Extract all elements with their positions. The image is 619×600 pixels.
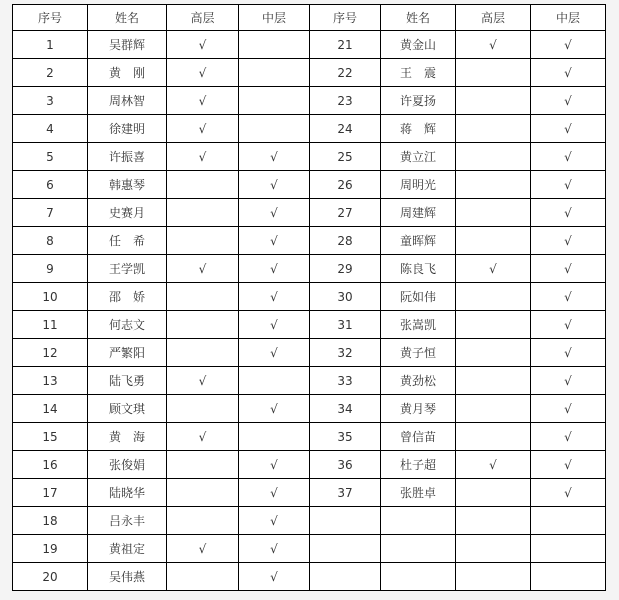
seq-cell-left: 11: [13, 311, 88, 339]
senior-check-cell-left: [167, 451, 239, 479]
senior-check-cell-left: √: [167, 59, 239, 87]
seq-cell-right: 22: [310, 59, 381, 87]
middle-check-cell-right: √: [531, 115, 606, 143]
middle-check-cell-left: √: [239, 535, 310, 563]
name-cell-right: 黄劲松: [381, 367, 456, 395]
name-cell-right: 张胜卓: [381, 479, 456, 507]
middle-check-cell-left: [239, 87, 310, 115]
senior-check-cell-right: [456, 199, 531, 227]
name-cell-right: 杜子超: [381, 451, 456, 479]
seq-cell-left: 4: [13, 115, 88, 143]
senior-check-cell-right: [456, 479, 531, 507]
middle-check-cell-left: [239, 59, 310, 87]
middle-check-cell-left: √: [239, 311, 310, 339]
middle-check-cell-right: √: [531, 423, 606, 451]
senior-check-cell-left: [167, 563, 239, 591]
name-cell-left: 王学凯: [88, 255, 167, 283]
name-cell-right: 黄子恒: [381, 339, 456, 367]
senior-check-cell-right: [456, 563, 531, 591]
senior-check-cell-right: √: [456, 31, 531, 59]
table-row: [13, 339, 606, 367]
table-row: [13, 563, 606, 591]
name-cell-left: 周林智: [88, 87, 167, 115]
senior-check-cell-left: √: [167, 255, 239, 283]
middle-check-cell-left: √: [239, 199, 310, 227]
seq-cell-left: 12: [13, 339, 88, 367]
middle-check-cell-left: [239, 31, 310, 59]
senior-check-cell-right: [456, 339, 531, 367]
senior-check-cell-left: √: [167, 143, 239, 171]
seq-cell-right: 36: [310, 451, 381, 479]
seq-cell-right: [310, 535, 381, 563]
middle-check-cell-left: √: [239, 171, 310, 199]
middle-check-cell-right: [531, 563, 606, 591]
name-cell-left: 张俊娟: [88, 451, 167, 479]
middle-check-cell-right: √: [531, 339, 606, 367]
middle-check-cell-left: √: [239, 143, 310, 171]
middle-check-cell-left: √: [239, 255, 310, 283]
name-cell-left: 何志文: [88, 311, 167, 339]
seq-cell-left: 3: [13, 87, 88, 115]
table-row: [13, 395, 606, 423]
seq-cell-right: 23: [310, 87, 381, 115]
senior-check-cell-right: [456, 423, 531, 451]
senior-check-cell-right: [456, 87, 531, 115]
senior-check-cell-left: [167, 171, 239, 199]
name-cell-right: 黄金山: [381, 31, 456, 59]
name-cell-right: 黄立江: [381, 143, 456, 171]
senior-check-cell-left: √: [167, 87, 239, 115]
middle-check-cell-left: [239, 115, 310, 143]
name-cell-right: 王 震: [381, 59, 456, 87]
table-row: [13, 283, 606, 311]
name-cell-right: [381, 535, 456, 563]
seq-cell-right: 31: [310, 311, 381, 339]
name-cell-right: 许夏扬: [381, 87, 456, 115]
middle-check-cell-left: √: [239, 283, 310, 311]
table-row: [13, 451, 606, 479]
name-cell-left: 徐建明: [88, 115, 167, 143]
middle-check-cell-left: √: [239, 563, 310, 591]
seq-cell-left: 6: [13, 171, 88, 199]
name-cell-left: 黄 刚: [88, 59, 167, 87]
seq-cell-right: 21: [310, 31, 381, 59]
middle-check-cell-right: √: [531, 199, 606, 227]
name-cell-left: 许振喜: [88, 143, 167, 171]
middle-check-cell-right: [531, 535, 606, 563]
table-row: [13, 199, 606, 227]
middle-check-cell-left: √: [239, 227, 310, 255]
name-cell-right: 陈良飞: [381, 255, 456, 283]
header-name-right: 姓名: [381, 5, 456, 31]
senior-check-cell-right: [456, 367, 531, 395]
table-row: [13, 255, 606, 283]
seq-cell-left: 15: [13, 423, 88, 451]
senior-check-cell-left: [167, 395, 239, 423]
middle-check-cell-right: √: [531, 395, 606, 423]
name-cell-left: 陆晓华: [88, 479, 167, 507]
name-cell-left: 史赛月: [88, 199, 167, 227]
senior-check-cell-left: √: [167, 367, 239, 395]
table-row: [13, 311, 606, 339]
header-senior-right: 高层: [456, 5, 531, 31]
middle-check-cell-left: √: [239, 507, 310, 535]
seq-cell-left: 5: [13, 143, 88, 171]
table-row: [13, 171, 606, 199]
middle-check-cell-left: √: [239, 339, 310, 367]
senior-check-cell-left: [167, 479, 239, 507]
middle-check-cell-left: √: [239, 395, 310, 423]
name-cell-right: [381, 563, 456, 591]
middle-check-cell-left: [239, 423, 310, 451]
senior-check-cell-right: [456, 227, 531, 255]
middle-check-cell-right: √: [531, 227, 606, 255]
senior-check-cell-left: [167, 311, 239, 339]
seq-cell-right: 33: [310, 367, 381, 395]
header-seq-right: 序号: [310, 5, 381, 31]
senior-check-cell-left: [167, 507, 239, 535]
seq-cell-left: 17: [13, 479, 88, 507]
seq-cell-right: 37: [310, 479, 381, 507]
senior-check-cell-right: [456, 535, 531, 563]
name-cell-right: 曾信苗: [381, 423, 456, 451]
middle-check-cell-left: √: [239, 479, 310, 507]
senior-check-cell-right: √: [456, 451, 531, 479]
name-cell-right: 蒋 辉: [381, 115, 456, 143]
seq-cell-right: 32: [310, 339, 381, 367]
table-row: [13, 367, 606, 395]
header-seq-left: 序号: [13, 5, 88, 31]
senior-check-cell-left: [167, 283, 239, 311]
middle-check-cell-right: √: [531, 87, 606, 115]
senior-check-cell-left: √: [167, 535, 239, 563]
name-cell-left: 任 希: [88, 227, 167, 255]
middle-check-cell-right: √: [531, 479, 606, 507]
seq-cell-left: 9: [13, 255, 88, 283]
header-middle-left: 中层: [239, 5, 310, 31]
seq-cell-left: 1: [13, 31, 88, 59]
seq-cell-left: 10: [13, 283, 88, 311]
senior-check-cell-right: [456, 143, 531, 171]
senior-check-cell-left: √: [167, 423, 239, 451]
seq-cell-left: 19: [13, 535, 88, 563]
senior-check-cell-left: [167, 227, 239, 255]
seq-cell-left: 16: [13, 451, 88, 479]
seq-cell-right: 26: [310, 171, 381, 199]
header-name-left: 姓名: [88, 5, 167, 31]
middle-check-cell-right: √: [531, 451, 606, 479]
middle-check-cell-right: √: [531, 31, 606, 59]
name-cell-left: 陆飞勇: [88, 367, 167, 395]
name-cell-left: 邵 娇: [88, 283, 167, 311]
senior-check-cell-right: [456, 283, 531, 311]
name-cell-right: 张嵩凯: [381, 311, 456, 339]
roster-table: [12, 4, 606, 591]
middle-check-cell-right: √: [531, 59, 606, 87]
seq-cell-right: 34: [310, 395, 381, 423]
seq-cell-right: 29: [310, 255, 381, 283]
seq-cell-left: 7: [13, 199, 88, 227]
header-senior-left: 高层: [167, 5, 239, 31]
table-row: [13, 143, 606, 171]
name-cell-left: 顾文琪: [88, 395, 167, 423]
senior-check-cell-left: √: [167, 115, 239, 143]
seq-cell-left: 8: [13, 227, 88, 255]
name-cell-right: [381, 507, 456, 535]
seq-cell-right: 30: [310, 283, 381, 311]
middle-check-cell-right: √: [531, 367, 606, 395]
name-cell-left: 吴伟燕: [88, 563, 167, 591]
table-row: [13, 479, 606, 507]
senior-check-cell-left: [167, 199, 239, 227]
table-row: [13, 423, 606, 451]
senior-check-cell-left: √: [167, 31, 239, 59]
middle-check-cell-right: √: [531, 255, 606, 283]
seq-cell-left: 14: [13, 395, 88, 423]
table-row: [13, 59, 606, 87]
name-cell-right: 周明光: [381, 171, 456, 199]
senior-check-cell-right: [456, 115, 531, 143]
name-cell-left: 黄祖定: [88, 535, 167, 563]
senior-check-cell-right: [456, 311, 531, 339]
middle-check-cell-right: √: [531, 143, 606, 171]
senior-check-cell-right: [456, 507, 531, 535]
middle-check-cell-right: √: [531, 311, 606, 339]
table-row: [13, 227, 606, 255]
seq-cell-left: 18: [13, 507, 88, 535]
name-cell-left: 吕永丰: [88, 507, 167, 535]
name-cell-right: 阮如伟: [381, 283, 456, 311]
middle-check-cell-right: [531, 507, 606, 535]
middle-check-cell-left: [239, 367, 310, 395]
name-cell-left: 黄 海: [88, 423, 167, 451]
name-cell-right: 周建辉: [381, 199, 456, 227]
seq-cell-right: 25: [310, 143, 381, 171]
senior-check-cell-right: √: [456, 255, 531, 283]
name-cell-left: 韩惠琴: [88, 171, 167, 199]
table-row: [13, 31, 606, 59]
seq-cell-right: 35: [310, 423, 381, 451]
seq-cell-left: 2: [13, 59, 88, 87]
seq-cell-right: 24: [310, 115, 381, 143]
seq-cell-right: 27: [310, 199, 381, 227]
seq-cell-right: [310, 507, 381, 535]
seq-cell-right: [310, 563, 381, 591]
header-row: [13, 5, 606, 31]
middle-check-cell-right: √: [531, 283, 606, 311]
senior-check-cell-right: [456, 395, 531, 423]
senior-check-cell-right: [456, 59, 531, 87]
name-cell-left: 吴群辉: [88, 31, 167, 59]
header-middle-right: 中层: [531, 5, 606, 31]
table-row: [13, 87, 606, 115]
table-row: [13, 115, 606, 143]
middle-check-cell-right: √: [531, 171, 606, 199]
senior-check-cell-left: [167, 339, 239, 367]
name-cell-left: 严繁阳: [88, 339, 167, 367]
table-row: [13, 507, 606, 535]
name-cell-right: 黄月琴: [381, 395, 456, 423]
seq-cell-left: 20: [13, 563, 88, 591]
senior-check-cell-right: [456, 171, 531, 199]
table-row: [13, 535, 606, 563]
middle-check-cell-left: √: [239, 451, 310, 479]
name-cell-right: 童晖辉: [381, 227, 456, 255]
seq-cell-right: 28: [310, 227, 381, 255]
seq-cell-left: 13: [13, 367, 88, 395]
